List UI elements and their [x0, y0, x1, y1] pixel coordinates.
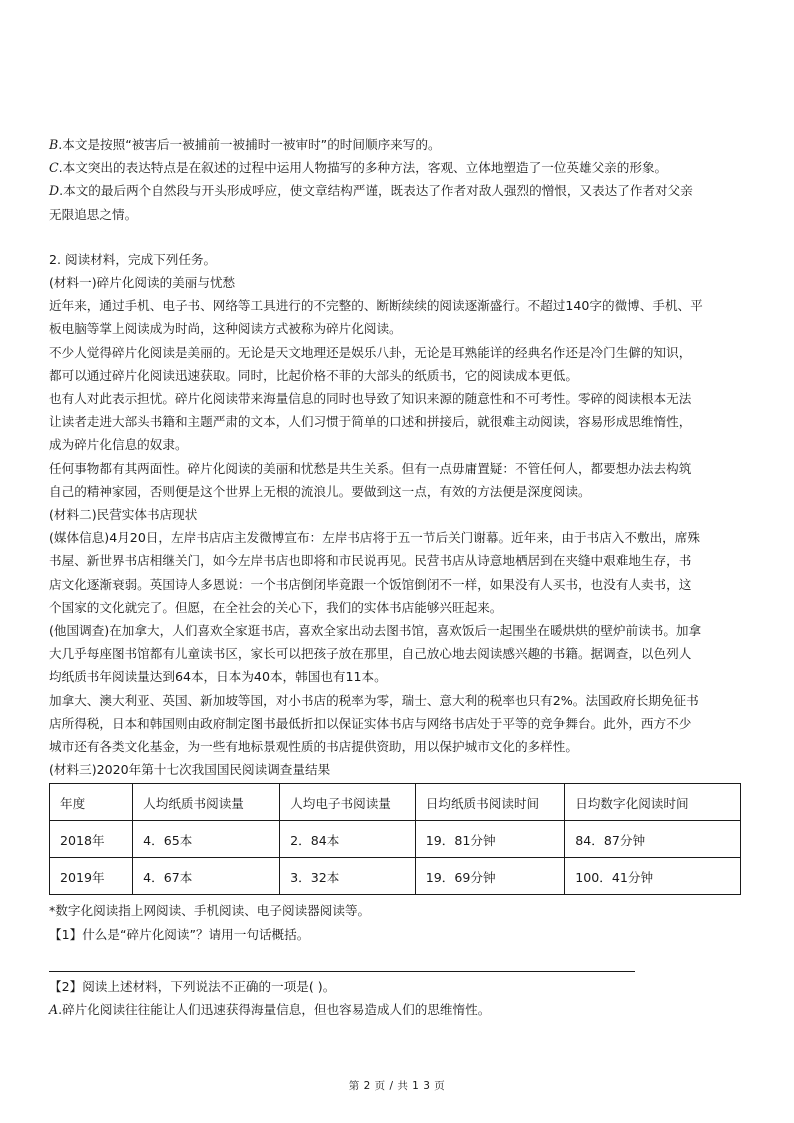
material-line: 都可以通过碎片化阅读迅速获取。同时，比起价格不菲的大部头的纸质书，它的阅读成本更低。 [49, 367, 578, 383]
table-header-cell: 日均纸质书阅读时间 [415, 784, 564, 821]
question-title: 2. 阅读材料，完成下列任务。 [49, 251, 217, 267]
option-b [49, 133, 749, 156]
option-d-continued [49, 203, 749, 226]
table-cell: 19．69分钟 [415, 858, 564, 895]
answer-line[interactable] [49, 971, 635, 972]
material-line: 成为碎片化信息的奴隶。 [49, 437, 188, 453]
table-cell: 2．84本 [280, 821, 416, 858]
table-header-cell: 日均数字化阅读时间 [565, 784, 741, 821]
reading-survey-table [49, 783, 741, 895]
material-line: 店所得税，日本和韩国则由政府制定图书最低折扣以保证实体书店与网络书店处于平等的竞争舞台。此外，西方不少 [49, 715, 692, 731]
material-line: 板电脑等掌上阅读成为时尚，这种阅读方式被称为碎片化阅读。 [49, 321, 402, 337]
material-line: 也有人对此表示担忧。碎片化阅读带来海量信息的同时也导致了知识来源的随意性和不可考性。零碎的阅读根本无法 [49, 391, 692, 407]
option-text: 无限追思之情。 [49, 206, 138, 222]
page-footer: 第 2 页 / 共 1 3 页 [348, 1080, 446, 1092]
material-line: 不少人觉得碎片化阅读是美丽的。无论是天文地理还是娱乐八卦，无论是耳熟能详的经典名作还是冷门生僻的知识， [49, 344, 692, 360]
material-line: 近年来，通过手机、电子书、网络等工具进行的不完整的、断断续续的阅读逐渐盛行。不超过140字的微博、手机、平 [49, 298, 703, 314]
previous-question-options [49, 133, 749, 226]
option-letter: A [49, 1002, 59, 1018]
table-header-cell: 人均电子书阅读量 [280, 784, 416, 821]
material-line: 店文化逐渐衰弱。英国诗人多恩说：一个书店倒闭毕竟跟一个饭馆倒闭不一样，如果没有人买书，也没有人卖书，这 [49, 576, 692, 592]
material-one [49, 271, 749, 503]
table-cell: 3．32本 [280, 858, 416, 895]
material-line: (媒体信息)4月20日，左岸书店店主发微博宣布：左岸书店将于五一节后关门谢幕。近年来，由于书店入不敷出，席殊 [49, 530, 700, 546]
table-cell: 4．67本 [133, 858, 280, 895]
material-heading: (材料二)民营实体书店现状 [49, 507, 198, 523]
option-d [49, 179, 749, 202]
material-line: 让读者走进大部头书籍和主题严肃的文本，人们习惯于简单的口述和拼接后，就很难主动阅读，容易形成思维惰性， [49, 414, 692, 430]
sub-question-1: 【1】什么是“碎片化阅读”？请用一句话概括。 [49, 926, 310, 942]
page-content [49, 133, 749, 1021]
option-letter: B [49, 137, 59, 152]
table-cell: 100．41分钟 [565, 858, 741, 895]
material-heading: (材料一)碎片化阅读的美丽与忧愁 [49, 275, 236, 291]
material-heading: (材料三)2020年第十七次我国国民阅读调查量结果 [49, 762, 331, 778]
material-line: 加拿大、澳大利亚、英国、新加坡等国，对小书店的税率为零，瑞士、意大利的税率也只有2%。法国政府长期免征书 [49, 692, 699, 708]
material-line: 任何事物都有其两面性。碎片化阅读的美丽和忧愁是共生关系。但有一点毋庸置疑：不管任何人，都要想办法去构筑 [49, 460, 692, 476]
material-line: 城市还有各类文化基金，为一些有地标景观性质的书店提供资助，用以保护城市文化的多样性。 [49, 739, 578, 755]
table-header-row [50, 784, 741, 821]
option-text: .碎片化阅读往往能让人们迅速获得海量信息，但也容易造成人们的思维惰性。 [58, 1002, 491, 1018]
option-a [49, 998, 749, 1021]
table-cell: 2019年 [50, 858, 133, 895]
material-two [49, 503, 749, 758]
table-header-cell: 年度 [50, 784, 133, 821]
material-line: 自己的精神家园，否则便是这个世界上无根的流浪儿。要做到这一点，有效的方法便是深度阅读。 [49, 483, 591, 499]
table-header-cell: 人均纸质书阅读量 [133, 784, 280, 821]
material-line: 书屋、新世界书店相继关门，如今左岸书店也即将和市民说再见。民营书店从诗意地栖居到在夹缝中艰难地生存，书 [49, 553, 692, 569]
sub-question-2: 【2】阅读上述材料，下列说法不正确的一项是( )。 [49, 978, 336, 994]
material-line: 个国家的文化就完了。但愿，在全社会的关心下，我们的实体书店能够兴旺起来。 [49, 599, 503, 615]
material-three [49, 758, 749, 922]
material-line: 大几乎每座图书馆都有儿童读书区，家长可以把孩子放在那里，自己放心地去阅读感兴趣的书籍。据调查，以色列人 [49, 646, 692, 662]
table-cell: 4．65本 [133, 821, 280, 858]
option-letter: C [49, 160, 59, 176]
option-text: .本文的最后两个自然段与开头形成呼应，使文章结构严谨，既表达了作者对敌人强烈的憎恨，又表达了作者对父亲 [59, 183, 693, 199]
table-cell: 19．81分钟 [415, 821, 564, 858]
table-cell: 2018年 [50, 821, 133, 858]
material-line: (他国调查)在加拿大，人们喜欢全家逛书店，喜欢全家出动去图书馆，喜欢饭后一起围坐在暖烘烘的壁炉前读书。加拿 [49, 623, 702, 639]
option-text: .本文是按照“被害后一被捕前一被捕时一被审时”的时间顺序来写的。 [58, 137, 441, 152]
option-letter: D [49, 183, 60, 199]
option-text: .本文突出的表达特点是在叙述的过程中运用人物描写的多种方法，客观、立体地塑造了一位英雄父亲的形象。 [58, 160, 668, 176]
material-line: 均纸质书年阅读量达到64本，日本为40本，韩国也有11本。 [49, 669, 387, 685]
table-cell: 84．87分钟 [565, 821, 741, 858]
option-c [49, 156, 749, 179]
table-row [50, 821, 741, 858]
table-note: *数字化阅读指上网阅读、手机阅读、电子阅读器阅读等。 [49, 903, 371, 919]
table-row [50, 858, 741, 895]
